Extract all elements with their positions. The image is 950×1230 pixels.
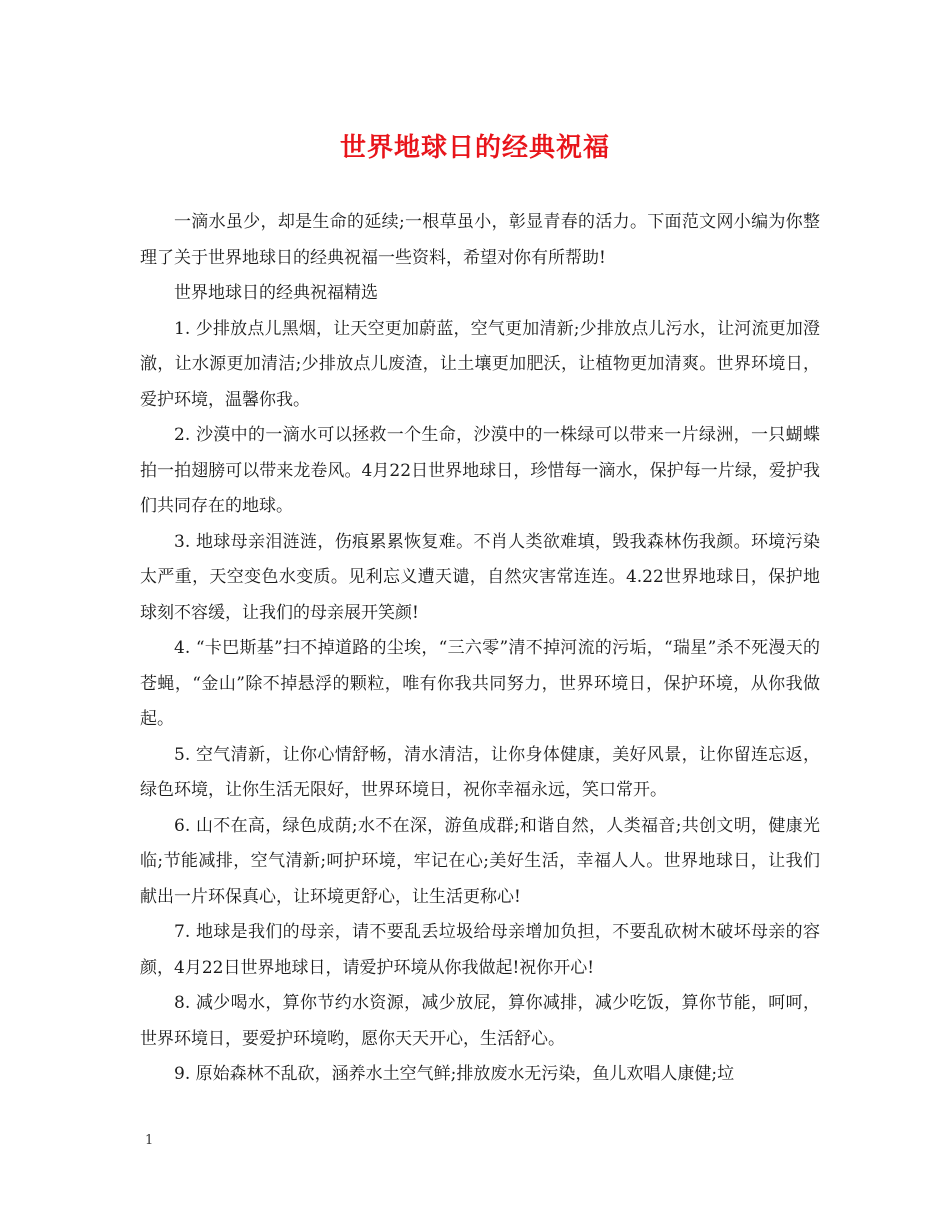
list-item: 1. 少排放点儿黑烟，让天空更加蔚蓝，空气更加清新;少排放点儿污水，让河流更加澄澈，让水源更加清洁;少排放点儿废渣，让土壤更加肥沃，让植物更加清爽。世界环境日，爱护环境，温馨你我。	[140, 318, 820, 410]
intro-paragraph: 一滴水虽少，却是生命的延续;一根草虽小，彰显青春的活力。下面范文网小编为你整理了关于世界地球日的经典祝福一些资料，希望对你有所帮助!	[140, 212, 820, 268]
document-title: 世界地球日的经典祝福	[339, 133, 610, 163]
list-item: 9. 原始森林不乱砍，涵养水土空气鲜;排放废水无污染，鱼儿欢唱人康健;垃	[174, 1064, 735, 1084]
document-body	[140, 205, 820, 1093]
page-number: 1	[145, 1133, 154, 1148]
list-item: 4. “卡巴斯基”扫不掉道路的尘埃，“三六零”清不掉河流的污垢，“瑞星”杀不死漫天的苍蝇，“金山”除不掉悬浮的颗粒，唯有你我共同努力，世界环境日，保护环境，从你我做起。	[140, 638, 820, 729]
list-item: 6. 山不在高，绿色成荫;水不在深，游鱼成群;和谐自然，人类福音;共创文明，健康光临;节能减排，空气清新;呵护环境，牢记在心;美好生活，幸福人人。世界地球日，让我们献出一片环保真心，让环境更舒心，让生活更称心!	[140, 815, 820, 907]
list-item: 3. 地球母亲泪涟涟，伤痕累累恢复难。不肖人类欲难填，毁我森林伤我颜。环境污染太严重，天空变色水变质。见利忘义遭天谴，自然灾害常连连。4.22世界地球日，保护地球刻不容缓，让我们的母亲展开笑颜!	[140, 531, 820, 623]
list-item: 2. 沙漠中的一滴水可以拯救一个生命，沙漠中的一株绿可以带来一片绿洲，一只蝴蝶拍一拍翅膀可以带来龙卷风。4月22日世界地球日，珍惜每一滴水，保护每一片绿，爱护我们共同存在的地球。	[140, 425, 820, 516]
section-heading: 世界地球日的经典祝福精选	[174, 283, 378, 303]
list-item: 5. 空气清新，让你心情舒畅，清水清洁，让你身体健康，美好风景，让你留连忘返，绿色环境，让你生活无限好，世界环境日，祝你幸福永远，笑口常开。	[140, 744, 820, 800]
list-item: 8. 减少喝水，算你节约水资源，减少放屁，算你减排，减少吃饭，算你节能，呵呵，世界环境日，要爱护环境哟，愿你天天开心，生活舒心。	[140, 993, 820, 1049]
list-item: 7. 地球是我们的母亲，请不要乱丢垃圾给母亲增加负担，不要乱砍树木破坏母亲的容颜，4月22日世界地球日，请爱护环境从你我做起!祝你开心!	[140, 922, 820, 978]
